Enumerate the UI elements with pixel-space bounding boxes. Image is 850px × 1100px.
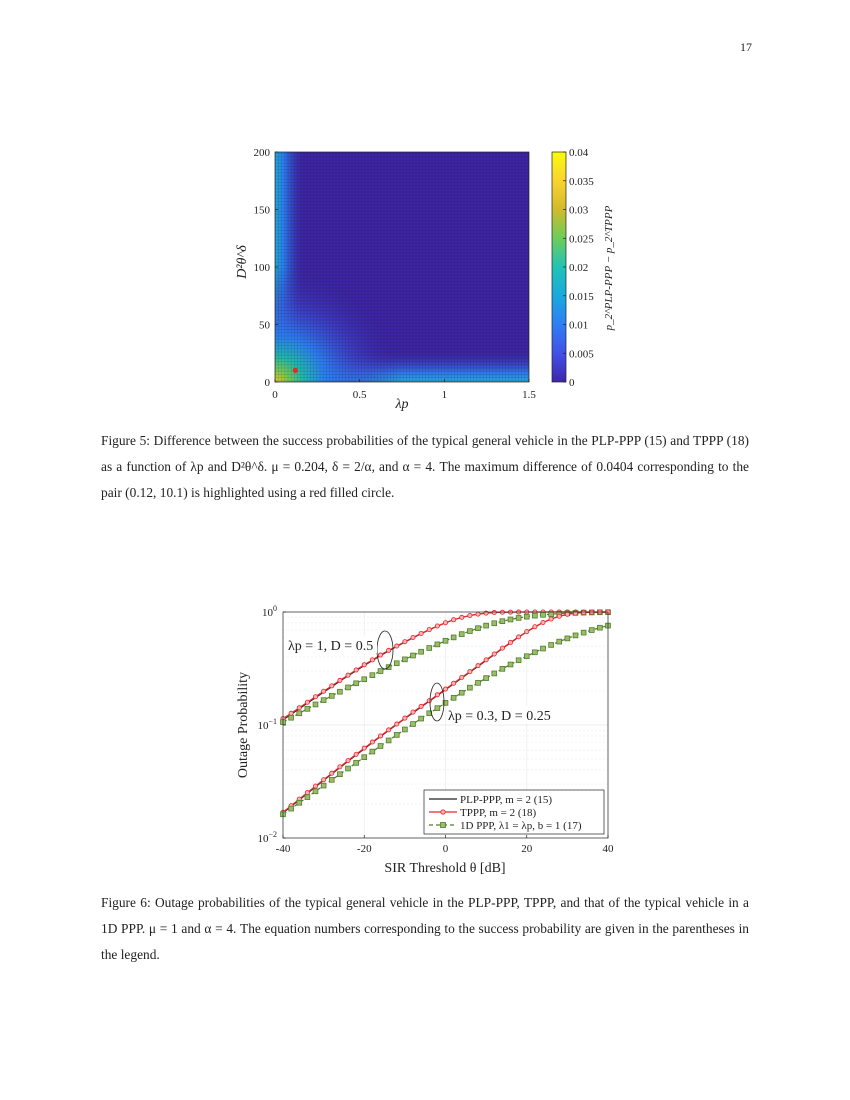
data-point	[524, 654, 529, 659]
y-tick-label	[262, 604, 277, 619]
data-point	[532, 613, 537, 618]
data-point	[370, 658, 374, 662]
data-point	[419, 631, 423, 635]
data-point	[476, 626, 481, 631]
data-point	[435, 624, 439, 628]
data-point	[297, 800, 302, 805]
figure-6-caption: Figure 6: Outage probabilities of the typical general vehicle in the PLP-PPP, TPPP, and that of the typical vehicle in a 1D PPP. μ = 1 and α = 4. The equation numbers corresponding to the success probability are given in the parentheses in the legend.	[101, 895, 749, 962]
data-point	[411, 722, 416, 727]
colorbar-tick-label: 0.03	[569, 204, 589, 217]
legend-marker-1dppp	[441, 823, 446, 828]
data-point	[516, 658, 521, 663]
data-point	[435, 642, 440, 647]
data-point	[297, 706, 301, 710]
data-point	[338, 765, 342, 769]
data-point	[362, 746, 366, 750]
data-point	[427, 646, 432, 651]
colorbar-tick-label: 0.005	[569, 348, 594, 361]
data-point	[419, 704, 423, 708]
legend-marker-tppp	[441, 810, 445, 814]
data-point	[508, 640, 512, 644]
data-point	[468, 613, 472, 617]
data-point	[484, 676, 489, 681]
data-point	[329, 777, 334, 782]
y-tick-label: 200	[253, 147, 270, 159]
data-point	[370, 749, 375, 754]
data-point	[321, 783, 326, 788]
annotation-upper: λp = 1, D = 0.5	[288, 639, 374, 654]
data-point	[427, 627, 431, 631]
data-point	[427, 699, 431, 703]
data-point	[378, 653, 382, 657]
annotation-ellipse-lower	[430, 683, 444, 721]
data-point	[289, 711, 293, 715]
data-point	[452, 681, 456, 685]
data-point	[452, 618, 456, 622]
data-point	[468, 669, 472, 673]
data-point	[508, 662, 513, 667]
legend	[424, 790, 604, 834]
data-point	[476, 680, 481, 685]
colorbar-tick-label: 0.04	[569, 147, 589, 159]
page-number: 17	[740, 40, 752, 54]
data-point	[484, 623, 489, 628]
data-point	[467, 685, 472, 690]
y-tick-label: 150	[253, 204, 270, 217]
data-point	[565, 612, 569, 616]
figure-5-heatmap	[0, 0, 850, 420]
y-tick-label	[257, 717, 277, 732]
max-difference-marker	[293, 368, 298, 373]
data-point	[525, 629, 529, 633]
legend-label-plp: PLP-PPP, m = 2 (15)	[460, 794, 553, 806]
data-point	[541, 612, 546, 617]
data-point	[451, 695, 456, 700]
y-tick-base: 10	[262, 607, 273, 619]
y-tick-label: 50	[259, 319, 270, 332]
data-point	[411, 710, 415, 714]
figure-6-outage-plot	[0, 590, 850, 890]
colorbar-tick-label: 0.025	[569, 233, 594, 246]
y-tick-base: 10	[257, 720, 269, 732]
heatmap-grid	[275, 152, 529, 382]
colorbar-ticks	[563, 147, 594, 389]
data-point	[419, 716, 424, 721]
data-point	[337, 689, 342, 694]
data-point	[459, 690, 464, 695]
data-point	[346, 685, 351, 690]
data-point	[541, 620, 545, 624]
x-tick-label: -20	[356, 843, 372, 855]
data-point	[362, 677, 367, 682]
data-point	[386, 738, 391, 743]
data-point	[500, 619, 505, 624]
data-point	[516, 616, 521, 621]
data-point	[533, 625, 537, 629]
data-point	[370, 740, 374, 744]
data-point	[517, 635, 521, 639]
data-point	[403, 716, 407, 720]
data-point	[460, 615, 464, 619]
data-point	[597, 625, 602, 630]
data-point	[411, 653, 416, 658]
data-point	[492, 610, 496, 614]
y-axis-ticks	[254, 147, 279, 389]
data-point	[329, 693, 334, 698]
data-point	[557, 639, 562, 644]
data-point	[492, 652, 496, 656]
data-point	[532, 650, 537, 655]
data-point	[492, 621, 497, 626]
data-point	[387, 728, 391, 732]
x-tick-label: 1.5	[522, 389, 536, 401]
data-point	[476, 664, 480, 668]
data-point	[354, 752, 358, 756]
data-point	[289, 806, 294, 811]
data-point	[305, 700, 309, 704]
x-axis-label: λp	[395, 397, 409, 412]
data-point	[297, 711, 302, 716]
data-point	[524, 614, 529, 619]
data-point	[322, 689, 326, 693]
data-point	[313, 789, 318, 794]
x-tick-label: 20	[521, 843, 533, 855]
data-point	[589, 628, 594, 633]
x-tick-label: 0	[442, 843, 449, 855]
data-point	[370, 673, 375, 678]
data-point	[322, 778, 326, 782]
data-point	[394, 733, 399, 738]
legend-label-tppp: TPPP, m = 2 (18)	[460, 807, 537, 819]
data-point	[354, 681, 359, 686]
data-point	[378, 734, 382, 738]
x-tick-label: 0.5	[352, 389, 367, 401]
data-point	[305, 795, 310, 800]
data-point	[451, 635, 456, 640]
data-point	[549, 643, 554, 648]
data-point	[467, 629, 472, 634]
data-point	[362, 663, 366, 667]
data-point	[402, 727, 407, 732]
y-tick-exponent: −2	[268, 830, 277, 839]
data-point	[321, 698, 326, 703]
x-tick-label: 0	[272, 389, 278, 401]
x-tick-label: 40	[602, 843, 614, 855]
x-tick-label: 1	[441, 389, 448, 401]
data-point	[508, 617, 513, 622]
data-point	[313, 784, 317, 788]
data-point	[395, 722, 399, 726]
data-point	[387, 648, 391, 652]
colorbar-tick-label: 0	[569, 377, 575, 389]
data-point	[419, 649, 424, 654]
data-point	[435, 693, 439, 697]
data-point	[313, 702, 318, 707]
y-tick-label: 100	[253, 262, 270, 274]
y-tick-base: 10	[257, 833, 269, 845]
data-point	[476, 612, 480, 616]
data-point	[394, 661, 399, 666]
data-point	[500, 646, 504, 650]
data-point	[362, 755, 367, 760]
data-point	[549, 617, 553, 621]
annotation-lower: λp = 0.3, D = 0.25	[448, 709, 551, 724]
data-point	[484, 658, 488, 662]
data-point	[313, 695, 317, 699]
data-point	[565, 636, 570, 641]
data-point	[500, 666, 505, 671]
y-tick-label	[257, 830, 277, 845]
y-tick-label: 0	[264, 377, 270, 389]
data-point	[354, 760, 359, 765]
figure-5-caption: Figure 5: Difference between the success probabilities of the typical general vehicle in the PLP-PPP (15) and TPPP (18) as a function of λp and D²θ^δ. μ = 0.204, δ = 2/α, and α = 4. The maximum difference of 0.0404 corresponding to the pair (0.12, 10.1) is highlighted using a red filled circle.	[101, 433, 749, 500]
data-point	[573, 633, 578, 638]
x-tick-label: -40	[275, 843, 291, 855]
legend-label-1dppp: 1D PPP, λ1 = λp, b = 1 (17)	[460, 820, 582, 832]
data-point	[395, 644, 399, 648]
data-point	[346, 759, 350, 763]
x-axis-label: SIR Threshold θ [dB]	[384, 861, 506, 876]
data-point	[305, 791, 309, 795]
data-point	[443, 621, 447, 625]
colorbar-tick-label: 0.01	[569, 319, 589, 332]
data-point	[337, 772, 342, 777]
data-point	[403, 640, 407, 644]
data-point	[443, 638, 448, 643]
colorbar-tick-label: 0.02	[569, 262, 589, 274]
data-point	[354, 668, 358, 672]
data-point	[305, 706, 310, 711]
data-point	[435, 706, 440, 711]
data-point	[460, 675, 464, 679]
data-point	[443, 687, 447, 691]
data-point	[492, 671, 497, 676]
data-point	[411, 635, 415, 639]
data-point	[346, 766, 351, 771]
y-tick-exponent: 0	[273, 604, 277, 613]
data-point	[402, 657, 407, 662]
data-point	[459, 632, 464, 637]
data-point	[330, 771, 334, 775]
data-point	[582, 610, 586, 614]
y-axis-label: D²θ^δ	[235, 245, 250, 279]
data-point	[557, 614, 561, 618]
data-point	[338, 678, 342, 682]
colorbar-tick-label: 0.035	[569, 175, 594, 188]
data-point	[378, 669, 383, 674]
data-point	[346, 673, 350, 677]
data-point	[330, 684, 334, 688]
y-tick-exponent: −1	[268, 717, 277, 726]
data-point	[581, 630, 586, 635]
data-point	[378, 744, 383, 749]
y-axis-label: Outage Probability	[236, 671, 251, 779]
data-point	[289, 715, 294, 720]
colorbar-label: p_2^PLP-PPP − p_2^TPPP	[603, 205, 615, 331]
colorbar-tick-label: 0.015	[569, 290, 594, 303]
data-point	[549, 612, 554, 617]
data-point	[541, 646, 546, 651]
